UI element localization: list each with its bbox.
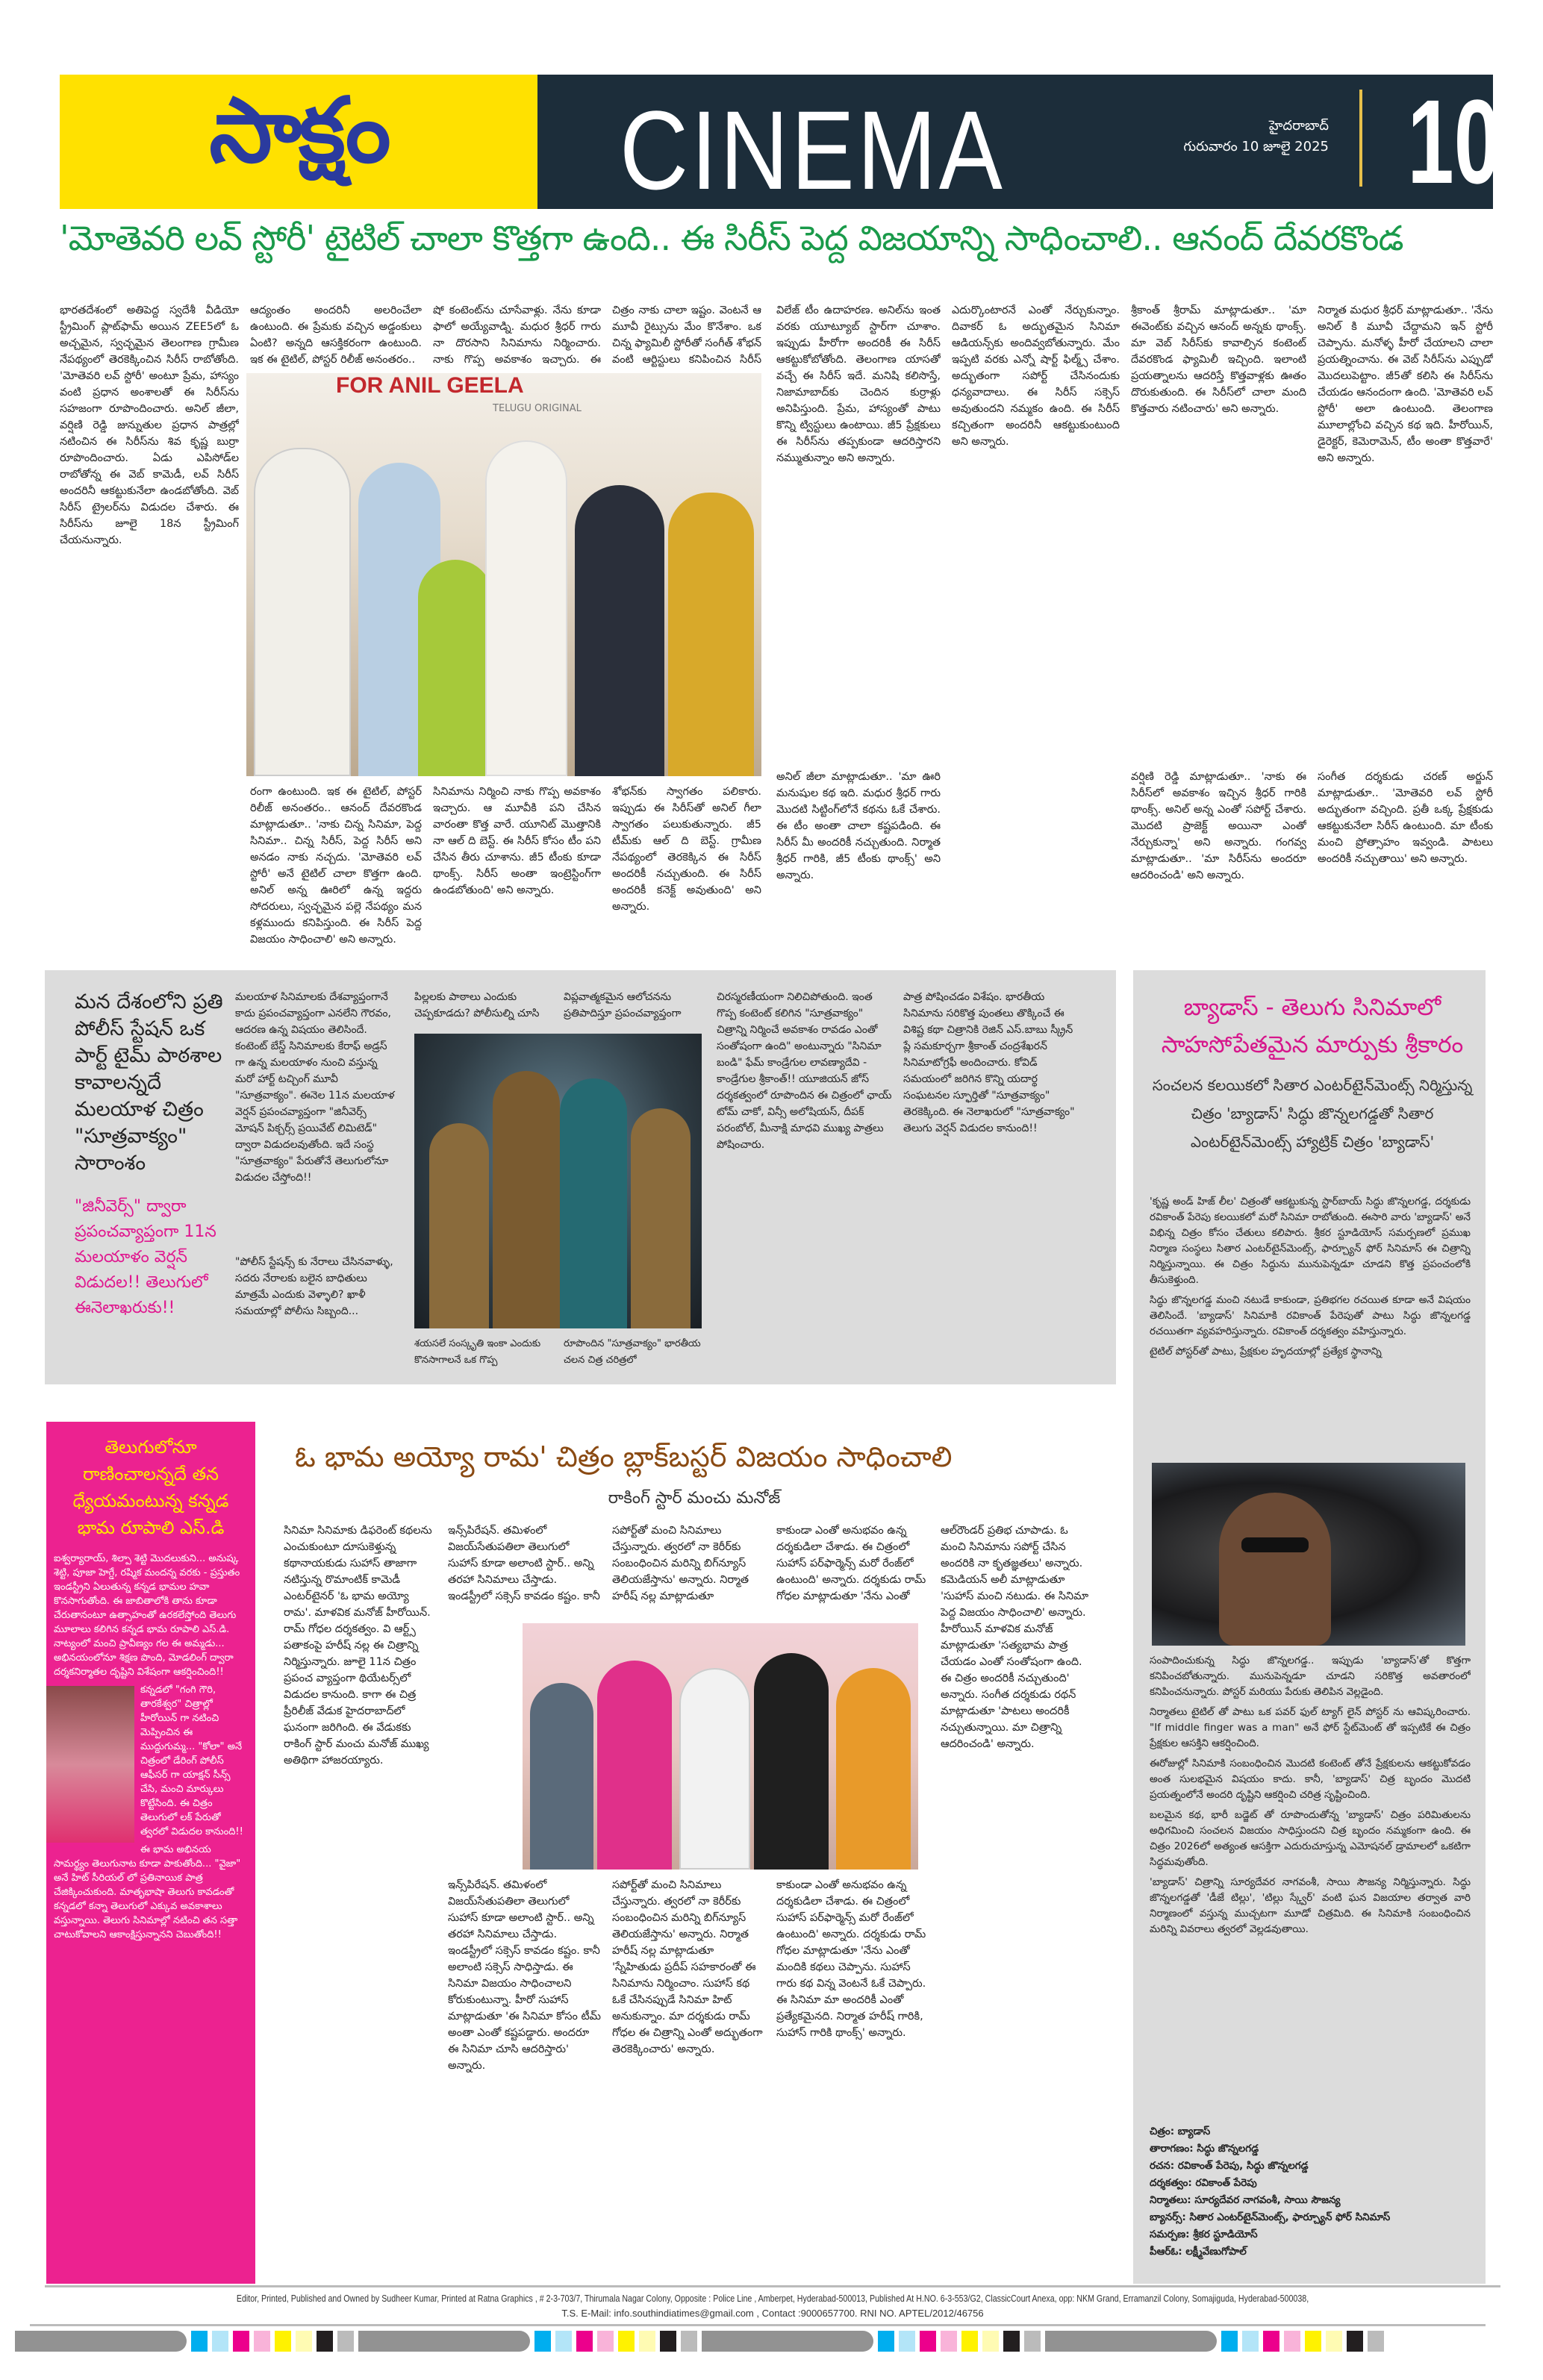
manoj-column-4: కాకుండా ఎంతో అనుభవం ఉన్న దర్శకుడిలా చేశాడు. ఈ చిత్రంలో సుహాస్ పర్‌ఫార్మెన్స్ మరో రేంజ్‌లో ఉంటుంది' అన్నారు. దర్శకుడు రామ్ గోధల మాట్లాడుతూ 'నేను ఎంతో: [776, 1525, 926, 1602]
credit-line: చిత్రం: బ్యాడాస్: [1150, 2126, 1211, 2137]
lead-column-4: చిత్రం నాకు చాలా ఇష్టం. వెంటనే ఆ మూవీ రైట్సును మేం కొనేశాం. ఒక చిన్న ఫ్యామిలీ స్టోరీతో సంగీత్ శోభన్ వంటి ఆర్టిస్టులు కనిపించిన సిరీస్: [612, 304, 761, 366]
badass-credits: [1150, 2123, 1471, 2261]
color-swatch: [1024, 2331, 1041, 2352]
badass-paragraph: సిద్ధు జొన్నలగడ్డ మంచి నటుడే కాకుండా, ప్రతిభగల రచయిత కూడా అనే విషయం తెలిసిందే. 'బ్యాడాస్' సినిమాకి రవికాంత్ పేరెపుతో పాటు సిద్ధు జొన్నలగడ్డ రచయితగా వ్యవహరిస్తున్నారు. రవికాంత్ దర్శకత్వం వహిస్తున్నారు.: [1150, 1294, 1471, 1337]
color-swatch: [618, 2331, 635, 2352]
color-swatch: [899, 2331, 915, 2352]
color-bar-grey: [1045, 2331, 1217, 2352]
lead-column-8: నిర్మాత మధుర శ్రీధర్ మాట్లాడుతూ.. 'నేను అనిల్ కి మూవీ చేద్దామని ఇన్ స్టోరీ చెప్పాను. మనోళ్ళ హీరో చేయాలని చాలా ప్రయత్నించాను. ఈ వెబ్ సిరీస్‌ను ఎప్పుడో మొదలుపెట్టాం. జీ5తో కలిసి ఈ సిరీస్‌ను చేయడం ఆనందంగా ఉంది. 'మోతెవరి లవ్ స్టోరీ' అలా ఉంటుంది. తెలంగాణ మూలాల్లోంచి వచ్చిన కథ ఇది. హీరోయిన్, డైరెక్టర్, కెమెరామెన్, టీం అంతా కొత్తవారే' అని అన్నారు.: [1318, 304, 1493, 464]
lead-lower-column-2: సినిమాను నిర్మించి నాకు గొప్ప అవకాశం ఇచ్చారు. ఆ మూవీకి పని చేసిన వారంతా కొత్త వారే. యూనిట్ మొత్తానికి నా ఆల్ ది బెస్ట్. ఈ సిరీస్ కోసం టీం పని చేసిన తీరు చూశాను. జీ5 టీంకు కూడా థాంక్స్. సిరీస్ అంతా ఇంట్రెస్టింగ్‌గా ఉండబోతుంది' అని అన్నారు.: [433, 786, 601, 896]
badass-paragraphs-bottom: [1150, 1653, 1471, 2116]
color-swatch: [191, 2331, 208, 2352]
color-swatch: [576, 2331, 593, 2352]
manoj-column-5: ఆల్‌రౌండర్ ప్రతిభ చూపాడు. ఓ మంచి సినిమాను సపోర్ట్ చేసిన అందరికి నా కృతజ్ఞతలు' అన్నారు. కమెడియన్ అలీ మాట్లాడుతూ 'సుహాస్ మంచి నటుడు. ఈ సినిమా పెద్ద విజయం సాధించాలి' అన్నారు. హీరోయిన్ మాళవిక మనోజ్ మాట్లాడుతూ 'సత్యభామ పాత్ర చేయడం ఎంతో సంతోషంగా ఉంది. ఈ చిత్రం అందరికీ నచ్చుతుంది' అన్నారు. సంగీత దర్శకుడు రథన్ మాట్లాడుతూ 'పాటలు అందరికీ నచ్చుతున్నాయి. మా చిత్రాన్ని ఆదరించండి' అన్నారు.: [941, 1525, 1089, 1750]
badass-paragraphs-top: [1150, 1194, 1471, 1459]
imprint-line-1: Editor, Printed, Published and Owned by Sudheer Kumar, Printed at Ratna Graphics , # 2-3-703/7, Thirumala Nagar Colony, Opposite : Police Line , Amberpet, Hyderabad-500013, Published At H.NO. 6-3-553/G2, ClassicCourt Anexa, opp: NKM Grand, Erramanzil Colony, Somajiguda, Hyderabad-500038,: [236, 2293, 1309, 2304]
lead-photo: [246, 373, 761, 776]
footer-rule-bottom: [30, 2324, 1486, 2326]
lead-lower-column-5: వర్షిణి రెడ్డి మాట్లాడుతూ.. 'నాకు ఈ సిరీస్‌లో అవకాశం ఇచ్చిన శ్రీధర్ గారికి థాంక్స్. అనిల్ అన్న ఎంతో సపోర్ట్ చేశారు. మొదటి ప్రాజెక్ట్ అయినా ఎంతో నేర్చుకున్నా' అని అన్నారు. గంగవ్వ మాట్లాడుతూ.. 'మా సిరీస్‌ను అందరూ ఆదరించండి' అని అన్నారు.: [1131, 771, 1306, 881]
color-swatch: [941, 2331, 957, 2352]
rupali-headline: తెలుగులోనూ రాణించాలన్నదే తన ధ్యేయమంటున్న కన్నడ భామ రూపాలి ఎస్.డి: [72, 1437, 229, 1538]
credit-line: తారాగణం: సిద్ధు జొన్నలగడ్డ: [1150, 2143, 1259, 2155]
color-swatch: [555, 2331, 572, 2352]
color-swatch: [1284, 2331, 1300, 2352]
color-swatch: [639, 2331, 655, 2352]
manoj-column-3: సపోర్ట్‌తో మంచి సినిమాలు చేస్తున్నారు. త్వరలో నా కెరీర్‌కు సంబంధించిన మరిన్ని బిగ్‌న్యూస్ తెలియజేస్తాను' అన్నారు. నిర్మాత హరీష్ నల్ల మాట్లాడుతూ: [612, 1525, 749, 1602]
manoj-column-4-cont: కాకుండా ఎంతో అనుభవం ఉన్న దర్శకుడిలా చేశాడు. ఈ చిత్రంలో సుహాస్ పర్‌ఫార్మెన్స్ మరో రేంజ్‌లో ఉంటుంది' అన్నారు. దర్శకుడు రామ్ గోధల మాట్లాడుతూ 'నేను ఎంతో మందికి కథలు చెప్పాను. సుహాస్ గారు కథ విన్న వెంటనే ఓకే చెప్పారు. ఈ సినిమా మా అందరికీ ఎంతో ప్రత్యేకమైనది. నిర్మాత హరీష్ గారికి, సుహాస్ గారికి థాంక్స్' అన్నారు.: [776, 1879, 926, 2039]
badass-paragraph: నిర్మాతలు టైటిల్ తో పాటు ఒక పవర్ ఫుల్ ట్యాగ్ లైన్ పోస్టర్ ను ఆవిష్కరించారు. "If middle finger was a man" అనే ఫోర్ స్టేట్‌మెంట్ తో ఇప్పటికే ఈ చిత్రం ప్రేక్షకుల ఆసక్తిని ఆకర్షించింది.: [1150, 1706, 1471, 1749]
actor-2: [493, 1071, 560, 1328]
color-swatch: [1221, 2331, 1238, 2352]
suthravakyam-column-5: చిరస్మరణీయంగా నిలిచిపోతుంది. ఇంత గొప్ప కంటెంట్ కలిగిన "సూత్రవాక్యం" చిత్రాన్ని నిర్మించే అవకాశం రావడం ఎంతో సంతోషంగా ఉంది" అంటున్నారు "సినిమా బండి" ఫేమ్ కాండ్రేగుల లావణ్యాదేవి - కాండ్రేగుల శ్రీకాంత్!! యూజియన్ జోస్ దర్శకత్వంలో రూపొందిన ఈ చిత్రంలో ఛాయ్ టోమ్ చాకో, విన్సీ అలోషియస్, దీపక్ పరంబోల్, మీనాక్షి మాధవి ముఖ్య పాత్రలు పోషించారు.: [717, 991, 892, 1151]
date: గురువారం 10 జూలై 2025: [1183, 139, 1329, 154]
color-bar-grey: [702, 2331, 873, 2352]
color-swatch: [296, 2331, 312, 2352]
color-swatch: [212, 2331, 228, 2352]
print-color-bar: [15, 2330, 1523, 2352]
color-swatch: [1003, 2331, 1020, 2352]
color-swatch: [961, 2331, 978, 2352]
color-swatch: [254, 2331, 270, 2352]
section-banner: [537, 75, 1500, 213]
color-swatch: [1368, 2331, 1384, 2352]
manoj-subhead: రాకింగ్ స్టార్ మంచు మనోజ్: [608, 1489, 781, 1508]
person-5: [836, 1668, 911, 1870]
person-6: [668, 493, 754, 776]
suthravakyam-column-2: "పోలీస్ స్టేషన్స్ కు నేరాలు చేసినవాళ్ళు, సదరు నేరాలకు బలైన బాధితులు మాత్రమే ఎందుకు వెళ్ళాలి? ఖాళీ సమయాల్లో పోలీసు సిబ్బంది...: [235, 1256, 393, 1317]
poster-caption-left: శయసలే సంస్కృతి ఇంకా ఎందుకు కొనసాగాలనే ఒక గొప్ప: [414, 1338, 541, 1366]
divider: [1359, 90, 1362, 187]
suthravakyam-column-4: విప్లవాత్మకమైన ఆలోచనను ప్రతిపాదిస్తూ ప్రపంచవ్యాప్తంగా: [564, 991, 682, 1019]
lead-lower-column-4: అనిల్ జీలా మాట్లాడుతూ.. 'మా ఊరి మనుషుల కథ ఇది. మధుర శ్రీధర్ గారు మొదటి సిట్టింగ్‌లోనే కథను ఓకే చేశారు. ఈ టీం అంతా చాలా కష్టపడింది. ఈ సిరీస్ మీ అందరికీ నచ్చుతుంది. నిర్మాత శ్రీధర్ గారికి, జీ5 టీంకు థాంక్స్' అని అన్నారు.: [776, 771, 941, 881]
badass-paragraph: బలమైన కథ, భారీ బడ్జెట్ తో రూపొందుతోన్న 'బ్యాడాస్' చిత్రం పరిమితులను అధిగమించి సంచలన విజయం సాధిస్తుందని చిత్ర బృందం నమ్మకంగా ఉంది. ఈ చిత్రం 2026లో అత్యంత ఆసక్తిగా ఎదురుచూస్తున్న ఎమోషనల్ డ్రామాలలో ఒకటిగా సిద్ధమవుతోంది.: [1150, 1809, 1471, 1868]
suthravakyam-headline: మన దేశంలోని ప్రతి పోలీస్ స్టేషన్ ఒక పార్ట్ టైమ్ పాఠశాల కావాలన్నదే మలయాళ చిత్రం "సూత్రవాక్యం" సారాంశం: [75, 990, 223, 1175]
lead-column-7: శ్రీకాంత్ శ్రీరామ్ మాట్లాడుతూ.. 'మా ఈవెంట్‌కు వచ్చిన ఆనంద్ అన్నకు థాంక్స్. మా వెబ్ సిరీస్‌కు కావాల్సిన కంటెంట్ దేవరకొండ ఫ్యామిలీ ఇచ్చింది. ఇలాంటి ప్రయత్నాలను ఆదరిస్తే కొత్తవాళ్లకు ఊతం దొరుకుతుంది. ఈ సిరీస్‌లో చాలా మంది కొత్తవారు నటించారు' అని అన్నారు.: [1131, 304, 1306, 415]
badass-paragraph: 'కృష్ణ అండ్ హిజ్ లీల' చిత్రంతో ఆకట్టుకున్న స్టార్‌బాయ్ సిద్ధు జొన్నలగడ్డ, దర్శకుడు రవికాంత్ పేరెపు కలయికలో మరో సినిమా రాబోతుంది. ఈసారి వారు 'బ్యాడాస్' అనే విభిన్న చిత్రం కోసం చేతులు కలిపారు. శ్రీకర స్టూడియోస్ సమర్పణలో ప్రముఖ నిర్మాణ సంస్థలు సితార ఎంటర్‌టైన్‌మెంట్స్, ఫార్చ్యూన్ ఫోర్ సినిమాస్ ఈ చిత్రాన్ని నిర్మిస్తున్నాయి. ఈ చిత్రం సిద్ధును మునుపెన్నడూ చూడని కొత్త ప్రపంచంలోకి తీసుకెళ్తుంది.: [1150, 1196, 1471, 1286]
actor-3: [560, 1078, 627, 1328]
badass-paragraph: ఈరోజుల్లో సినిమాకి సంబంధించిన మొదటి కంటెంట్ తోనే ప్రేక్షకులను ఆకట్టుకోవడం అంత సులభమైన విషయం కాదు. కానీ, 'బ్యాడాస్' చిత్ర బృందం మొదటి ప్రయత్నంలోనే అందరి దృష్టిని ఆకర్షించి చరిత్ర సృష్టించింది.: [1150, 1758, 1471, 1801]
manoj-column-2-cont: ఇన్స్‌పిరేషన్. తమిళంలో విజయ్‌సేతుపతిలా తెలుగులో సుహాస్ కూడా అలాంటి స్టార్.. అన్ని తరహా సినిమాలు చేస్తాడు. ఇండస్ట్రీలో సక్సెస్ కావడం కష్టం. కానీ అలాంటి సక్సెస్ సాధిస్తాడు. ఈ సినిమా విజయం సాధించాలని కోరుకుంటున్నా. హీరో సుహాస్ మాట్లాడుతూ 'ఈ సినిమా కోసం టీమ్ అంతా ఎంతో కష్టపడ్డారు. అందరూ ఈ సినిమా చూసి ఆదరిస్తారు' అన్నారు.: [448, 1879, 601, 2072]
logo-box: [60, 75, 537, 209]
person-2: [597, 1661, 672, 1870]
city: హైదరాబాద్: [1268, 118, 1329, 134]
manoj-column-3-cont: సపోర్ట్‌తో మంచి సినిమాలు చేస్తున్నారు. త్వరలో నా కెరీర్‌కు సంబంధించిన మరిన్ని బిగ్‌న్యూస్ తెలియజేస్తాను' అన్నారు. నిర్మాత హరీష్ నల్ల మాట్లాడుతూ 'స్నేహితుడు ప్రదీప్ సహకారంతో ఈ సినిమాను నిర్మించాం. సుహాస్ కథ ఓకే చేసినప్పుడే సినిమా హిట్ అనుకున్నాం. మా దర్శకుడు రామ్ గోధల ఈ చిత్రాన్ని ఎంతో అద్భుతంగా తెరకెక్కించారు' అన్నారు.: [612, 1879, 763, 2055]
person-4: [485, 440, 567, 776]
credit-line: బ్యానర్స్: సితార ఎంటర్‌టైన్‌మెంట్స్, ఫార్చ్యూన్ ఫోర్ సినిమాస్: [1150, 2211, 1391, 2223]
imprint-line-2: T.S. E-Mail: info.southindiatimes@gmail.com , Contact :9000657700. RNI NO. APTEL/2012/46756: [561, 2308, 984, 2319]
lead-column-6: ఎదుర్కొంటారనే ఎంతో నేర్చుకున్నాం. దివాకర్ ఓ అద్భుతమైన సినిమా ఆడియన్స్‌కు అందివ్వబోతున్నారు. మేం ఇప్పటి వరకు ఎన్నో షార్ట్ ఫిల్మ్స్ చేశాం. అద్భుతంగా సపోర్ట్ చేసినందుకు ధన్యవాదాలు. ఈ సిరీస్ సక్సెస్ అవుతుందని నమ్మకం ఉంది. ఈ సిరీస్ కచ్చితంగా అందరినీ ఆకట్టుకుంటుంది అని అన్నారు.: [952, 304, 1120, 448]
badass-box: [1133, 970, 1486, 2284]
rupali-body: [54, 1552, 248, 1946]
lead-column-2: ఆద్యంతం అందరినీ అలరించేలా ఉంటుంది. ఈ ప్రేమకు వచ్చిన అడ్డంకులు ఏంటి? అన్నది ఆసక్తికరంగా ఉంటుంది. ఇక ఈ టైటిల్, పోస్టర్ రిలీజ్ అనంతరం..: [250, 304, 422, 366]
lead-lower-column-1: రంగా ఉంటుంది. ఇక ఈ టైటిల్, పోస్టర్ రిలీజ్ అనంతరం.. ఆనంద్ దేవరకొండ మాట్లాడుతూ.. 'నాకు చిన్న సినిమా, పెద్ద సినిమా.. చిన్న సిరీస్, పెద్ద సిరీస్ అని అనడం నాకు నచ్చదు. 'మోతెవరి లవ్ స్టోరీ' అనే టైటిల్ చాలా కొత్తగా ఉంది. అనిల్ అన్న ఊరిలో ఉన్న ఇద్దరు సోదరులు, స్వచ్ఛమైన పల్లె నేపథ్యం మన కళ్లముందు కనిపిస్తుంది. ఈ సిరీస్ పెద్ద విజయం సాధించాలి' అని అన్నారు.: [250, 786, 422, 946]
credit-line: పీఆర్ఓ: లక్ష్మీవేణుగోపాల్: [1150, 2246, 1247, 2258]
person-4: [754, 1653, 829, 1870]
imprint: [30, 2291, 1515, 2321]
suthravakyam-subhead: "జినీవెర్స్" ద్వారా ప్రపంచవ్యాప్తంగా 11న మలయాళం వెర్షన్ విడుదల!! తెలుగులో ఈనెలాఖరుకు!!: [75, 1197, 216, 1317]
rupali-paragraph: కన్నడలో "గంగి గౌరి, తారకేశ్వర" చిత్రాల్లో హీరోయిన్ గా నటించి మెప్పించిన ఈ ముద్దుగుమ్మ... "కోలా" అనే చిత్రంలో డేరింగ్ పోలీస్ ఆఫీసర్ గా యాక్షన్ సీన్స్ చేసి, మంచి మార్కులు కొట్టేసింది. ఈ చిత్రం తెలుగులో లక్ పేరుతో త్వరలో విడుదల కానుంది!!: [140, 1684, 243, 1837]
suthravakyam-column-1: మలయాళ సినిమాలకు దేశవ్యాప్తంగానే కాదు ప్రపంచవ్యాప్తంగా ఎనలేని గౌరవం, ఆదరణ ఉన్న విషయం తెలిసిందే. కంటెంట్ బేస్డ్ సినిమాలకు కేరాఫ్ అడ్రస్ గా ఉన్న మలయాళం నుంచి వస్తున్న మరో హార్ట్ టచ్చింగ్ మూవీ "సూత్రవాక్యం". ఈనెల 11న మలయాళ వెర్షన్ ప్రపంచవ్యాప్తంగా "జినీవెర్స్ మోషన్ పిక్చర్స్ ప్రయివేట్ లిమిటెడ్" ద్వారా విడుదలవుతోంది. ఇదే సంస్థ "సూత్రవాక్యం" పేరుతోనే తెలుగులోనూ విడుదల చేస్తోంది!!: [235, 991, 395, 1184]
footer-rule-top: [45, 2285, 1500, 2287]
badass-headline: బ్యాడాస్ - తెలుగు సినిమాలో సాహసోపేతమైన మార్పుకు శ్రీకారం: [1161, 994, 1464, 1058]
lead-column-3: షో కంటెంట్‌ను చూసేవాళ్లు. నేను కూడా ఫాలో అయ్యేవాడ్ని. మధుర శ్రీధర్ గారు నా దొరసాని సినిమాను నిర్మించారు. నాకు గొప్ప అవకాశం ఇచ్చారు. ఈ: [433, 304, 601, 366]
newspaper-logo: సాక్షం: [209, 79, 388, 183]
rupali-paragraph: ఈ భామ అభినయ సామర్థ్యం తెలుగునాట కూడా పాకుతోంది... "వైజా" అనే హిట్ సీరియల్ లో ప్రతినాయిక పాత్ర చేజిక్కించుకుంది. మాతృభాషా తెలుగు కావడంతో కన్నడలో కన్నా తెలుగులో ఎక్కువ అవకాశాలు వస్తున్నాయి. తెలుగు సినిమాల్లో నటించి తన సత్తా చాటుకోవాలని ఆకాంక్షిస్తున్నానని చెబుతోంది!!: [54, 1844, 241, 1940]
rupali-paragraph: ఐశ్వర్యారాయ్, శిల్పా శెట్టి మొదలుకుని... అనుష్క శెట్టి, పూజా హెగ్డే, రష్మిక మందన్న వరకు - ప్రస్తుతం ఇండస్ట్రీని ఏలుతున్న కన్నడ భామల హవా కొనసాగుతోంది. ఈ జాబితాలోకి తాను కూడా చేరుతానంటూ ఉత్సాహంతో ఉరకలేస్తోంది తెలుగు మూలాలు కలిగిన కన్నడ భామ రూపాలి ఎస్.డి. నాట్యంలో మంచి ప్రావీణ్యం గల ఈ అమ్మడు... అభినయంలోనూ శిక్షణ పొంది, మోడలింగ్ ద్వారా దర్శకనిర్మాతల దృష్టిని విశేషంగా ఆకర్షించింది!!: [54, 1553, 240, 1678]
color-swatch: [1326, 2331, 1342, 2352]
sunglasses-icon: [1241, 1537, 1309, 1552]
main-headline: 'మోతెవరి లవ్ స్టోరీ' టైటిల్ చాలా కొత్తగా ఉంది.. ఈ సిరీస్ పెద్ద విజయాన్ని సాధించాలి.. ఆనంద్ దేవరకొండ: [60, 218, 1403, 258]
page-number: 10: [1407, 75, 1500, 208]
color-swatch: [597, 2331, 614, 2352]
person-5: [575, 485, 664, 776]
badass-paragraph: టైటిల్ పోస్టర్‌తో పాటు, ప్రేక్షకుల హృదయాల్లో ప్రత్యేక స్థానాన్ని: [1150, 1346, 1382, 1358]
suthravakyam-column-3: పిల్లలకు పాఠాలు ఎందుకు చెప్పకూడదు? పోలీసుల్ని చూసి: [414, 991, 540, 1019]
credit-line: దర్శకత్వం: రవికాంత్ పేరెపు: [1150, 2177, 1257, 2189]
badass-paragraph: 'బ్యాడాస్' చిత్రాన్ని సూర్యదేవర నాగవంశీ, సాయి సౌజన్య నిర్మిస్తున్నారు. సిద్ధు జొన్నలగడ్డతో 'డీజే టిల్లు', 'టిల్లు స్క్వేర్' వంటి ఘన విజయాల తర్వాత వారి నిర్మాణంలో వస్తున్న ముచ్చటగా మూడో చిత్రమిది. ఈ సినిమాకి సంబంధించిన మరిన్ని వివరాలు త్వరలో వెల్లడవుతాయి.: [1150, 1876, 1471, 1935]
manoj-column-2: ఇన్స్‌పిరేషన్. తమిళంలో విజయ్‌సేతుపతిలా తెలుగులో సుహాస్ కూడా అలాంటి స్టార్.. అన్ని తరహా సినిమాలు చేస్తాడు. ఇండస్ట్రీలో సక్సెస్ కావడం కష్టం. కానీ: [448, 1525, 600, 1602]
manoj-headline: ఓ భామ అయ్యో రామ' చిత్రం బ్లాక్‌బస్టర్ విజయం సాధించాలి: [295, 1440, 953, 1473]
suthravakyam-column-6: పాత్ర పోషించడం విశేషం. భారతీయ సినిమాను సరికొత్త పుంతలు తొక్కించే ఈ విశిష్ట కథా చిత్రానికి రెజిన్ ఎస్.బాబు స్క్రీన్ ప్లే సమకూర్చగా శ్రీకాంత్ చంద్రశేఖరన్ సినిమాటోగ్రఫీ అందించారు. కోవిడ్ సమయంలో జరిగిన కొన్ని యదార్థ సంఘటనల స్ఫూర్తితో "సూత్రవాక్యం" తెరకెక్కింది. ఈ నెలాఖరులో "సూత్రవాక్యం" తెలుగు వెర్షన్ విడుదల కానుంది!!: [903, 991, 1075, 1134]
rupali-photo: [46, 1686, 134, 1843]
badass-paragraph: సంపాదించుకున్న సిద్ధు జొన్నలగడ్డ.. ఇప్పుడు 'బ్యాడాస్'తో కొత్తగా కనిపించబోతున్నారు. మునుపెన్నడూ చూడని సరికొత్త అవతారంలో కనిపించనున్నారు. పోస్టర్ మరియు పేరుకు తెలిపిన వెల్లడైంది.: [1150, 1655, 1471, 1698]
credit-line: నిర్మాతలు: సూర్యదేవర నాగవంశీ, సాయి సౌజన్య: [1150, 2194, 1341, 2206]
badass-subhead: సంచలన కలయికలో సితార ఎంటర్‌టైన్‌మెంట్స్ నిర్మిస్తున్న చిత్రం 'బ్యాడాస్' సిద్ధు జొన్నలగడ్డతో సితార ఎంటర్‌టైన్‌మెంట్స్ హ్యాట్రిక్ చిత్రం 'బ్యాడాస్': [1152, 1076, 1473, 1151]
color-bar-grey: [358, 2331, 530, 2352]
color-swatch: [337, 2331, 354, 2352]
siddhu-photo: [1152, 1463, 1465, 1646]
actor-face: [1219, 1493, 1331, 1646]
person-3: [679, 1668, 750, 1870]
color-swatch: [1263, 2331, 1279, 2352]
color-swatch: [534, 2331, 551, 2352]
color-swatch: [660, 2331, 676, 2352]
photo-banner-text: FOR ANIL GEELA: [336, 373, 524, 398]
color-swatch: [275, 2331, 291, 2352]
photo-caption: TELUGU ORIGINAL: [493, 403, 582, 414]
lead-column-1: భారతదేశంలో అతిపెద్ద స్వదేశీ వీడియో స్ట్రీమింగ్ ప్లాట్‌ఫామ్ అయిన ZEE5లో ఓ అచ్చమైన, స్వచ్ఛమైన తెలంగాణ గ్రామీణ నేపథ్యంలో తెరకెక్కించిన సిరీస్ రాబోతోంది. 'మోతెవరి లవ్ స్టోరీ' అంటూ ప్రేమ, హాస్యం వంటి ప్రధాన అంశాలతో ఈ సిరీస్‌ను సహజంగా రూపొందించారు. అనిల్ జీలా, వర్షిణి రెడ్డి జున్నుతుల ప్రధాన పాత్రల్లో నటించిన ఈ సిరీస్‌ను శివ కృష్ణ బుర్రా రూపొందించారు. ఏడు ఎపిసోడ్‌ల రాబోతోన్న ఈ వెబ్ కామెడీ, లవ్ సిరీస్ అందరినీ ఆకట్టుకునేలా ఉండబోతోంది. వెబ్ సిరీస్ ట్రైలర్‌ను విడుదల చేశారు. ఈ సిరీస్‌ను జూలై 18న స్ట్రీమింగ్ చేయనున్నారు.: [60, 304, 239, 546]
suthravakyam-poster: [414, 1034, 702, 1328]
lead-lower-column-3: శోభన్‌కు స్వాగతం పలికారు. ఇప్పుడు ఈ సిరీస్‌తో అనిల్ గీలా స్వాగతం పలుకుతున్నారు. జీ5 టీమ్‌కు ఆల్ ది బెస్ట్. గ్రామీణ నేపథ్యంలో తెరకెక్కిన ఈ సిరీస్ అందరికీ నచ్చుతుంది. ఈ సిరీస్ అందరికీ కనెక్ట్ అవుతుంది' అని అన్నారు.: [612, 786, 761, 913]
color-swatch: [1347, 2331, 1363, 2352]
lead-lower-column-6: సంగీత దర్శకుడు చరణ్ అర్జున్ మాట్లాడుతూ.. 'మోతెవరి లవ్ స్టోరీ అద్భుతంగా వచ్చింది. ప్రతీ ఒక్క ప్రేక్షకుడు ఆకట్టుకునేలా సిరీస్ ఉంటుంది. మా టీంకు మంచి ప్రోత్సాహం ఇవ్వండి. పాటలు అందరికీ నచ్చుతాయి' అని అన్నారు.: [1318, 771, 1493, 865]
poster-caption-right: రూపొందిన "సూత్రవాక్యం" భారతీయ చలన చిత్ర చరిత్రలో: [564, 1338, 701, 1366]
color-swatch: [982, 2331, 999, 2352]
color-swatch: [317, 2331, 333, 2352]
section-title: CINEMA: [620, 87, 1006, 213]
credit-line: సమర్పణ: శ్రీకర స్టూడియోస్: [1150, 2228, 1258, 2240]
rupali-box: [46, 1422, 255, 2284]
credit-line: రచన: రవికాంత్ పేరెపు, సిద్ధు జొన్నలగడ్డ: [1150, 2160, 1309, 2172]
color-swatch: [1242, 2331, 1259, 2352]
color-swatch: [1305, 2331, 1321, 2352]
color-swatch: [878, 2331, 894, 2352]
person-3: [418, 560, 493, 776]
masthead: [60, 75, 1500, 213]
color-bar-grey: [15, 2331, 187, 2352]
person-1: [530, 1683, 593, 1870]
manoj-event-photo: [523, 1623, 918, 1870]
person-1: [254, 448, 351, 776]
color-swatch: [681, 2331, 697, 2352]
manoj-column-1: సినిమా సినిమాకు డిఫరెంట్ కథలను ఎంచుకుంటూ దూసుకెళ్తున్న కథానాయకుడు సుహాస్ తాజాగా నటిస్తున్న రొమాంటిక్ కామెడీ ఎంటర్‌టైనర్ 'ఓ భామ అయ్యో రామ'. మాళవిక మనోజ్ హీరోయిన్. రామ్ గోధల దర్శకత్వం. వి ఆర్ట్స్ పతాకంపై హరీష్ నల్ల ఈ చిత్రాన్ని నిర్మిస్తున్నారు. జూలై 11న చిత్రం ప్రపంచ వ్యాప్తంగా థియేటర్స్‌లో విడుదల కానుంది. కాగా ఈ చిత్ర ప్రీరిలీజ్ వేడుక హైదరాబాద్‌లో ఘనంగా జరిగింది. ఈ వేడుకకు రాకింగ్ స్టార్ మంచు మనోజ్ ముఖ్య అతిథిగా హాజరయ్యారు.: [284, 1525, 432, 1767]
suthravakyam-box: [45, 970, 1116, 1384]
actor-1: [429, 1123, 489, 1328]
actor-4: [631, 1108, 691, 1328]
color-swatch: [233, 2331, 249, 2352]
color-swatch: [920, 2331, 936, 2352]
dateline: [1183, 116, 1329, 157]
lead-column-5: విలేజ్ టీం ఉదాహరణ. అనిల్‌ను ఇంత వరకు యూట్యూబ్ స్టార్‌గా చూశాం. ఇప్పుడు హీరోగా అందరికీ ఈ సిరీస్ ఆకట్టుకోబోతోంది. తెలంగాణ యాసతో వచ్చే ఈ సిరీస్ ఇదే. మనిషి కలిసొస్తే, నిజామాబాద్‌కు చెందిన కుర్రాళ్లు అనిపిస్తుంది. ప్రేమ, హాస్యంతో పాటు కొన్ని ట్విస్టులు ఉంటాయి. జీ5 ప్రేక్షకులు ఈ సిరీస్‌ను తప్పకుండా ఆదరిస్తారని నమ్ముతున్నాం అని అన్నారు.: [776, 304, 941, 464]
